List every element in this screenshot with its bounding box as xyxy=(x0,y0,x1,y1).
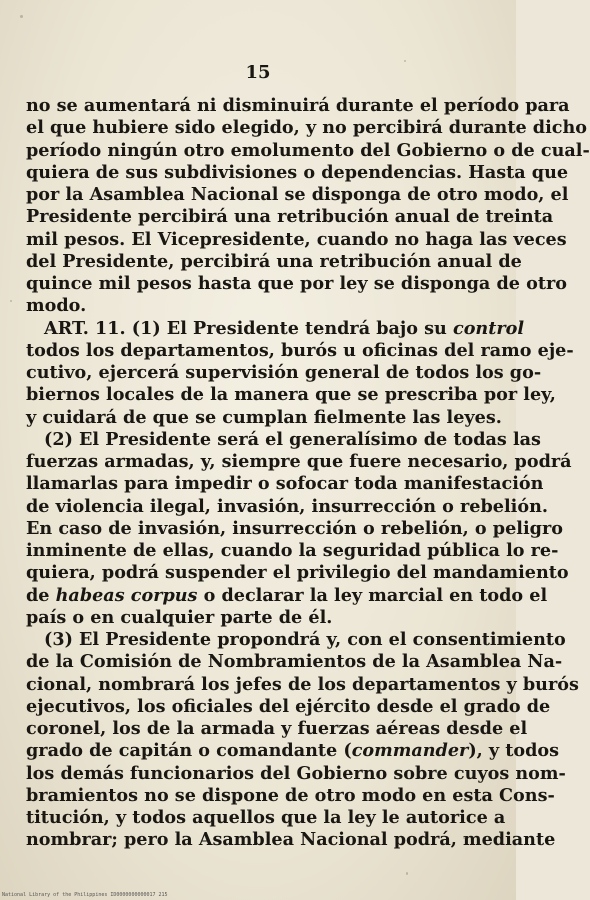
text-line xyxy=(26,540,559,562)
text-line xyxy=(26,740,560,762)
text-span: ejecutivos, los oficiales del ejército desde el grado de xyxy=(26,695,551,717)
text-span: y cuidará de que se cumplan fielmente las leyes. xyxy=(26,406,502,428)
text-line xyxy=(26,629,566,651)
text-span: cutivo, ejercerá supervisión general de todos los go- xyxy=(26,362,542,383)
scan-footer: National Library of the Philippines ID0000000000017 215 xyxy=(2,892,168,898)
text-line xyxy=(26,584,548,607)
text-line xyxy=(26,384,556,406)
text-span: período ningún otro emolumento del Gobierno o de cual- xyxy=(26,139,590,161)
text-span: modo. xyxy=(26,295,87,317)
text-line xyxy=(26,273,567,295)
text-span: llamarlas para impedir o sofocar toda manifestación xyxy=(26,473,544,495)
text-span: todos los departamentos, burós u oficinas del ramo eje- xyxy=(26,339,574,361)
italic-text: commander xyxy=(351,740,469,762)
text-line xyxy=(26,473,544,495)
text-line xyxy=(26,673,579,696)
text-span: grado de capitán o comandante ( xyxy=(26,740,352,762)
text-line xyxy=(26,406,502,429)
text-line xyxy=(26,562,569,584)
scan-speck xyxy=(404,60,406,62)
text-span: (3) El Presidente propondrá y, con el consentimiento xyxy=(44,629,566,650)
text-span: de la Comisión de Nombramientos de la Asamblea Na- xyxy=(26,651,563,673)
text-line xyxy=(26,339,574,362)
text-span: cional, nombrará los jefes de los departamentos y burós xyxy=(26,673,579,695)
text-line xyxy=(26,362,542,384)
text-line xyxy=(26,317,525,340)
scan-speck xyxy=(20,15,23,18)
text-span: de violencia ilegal, invasión, insurrección o rebelión. xyxy=(26,495,549,517)
page-number: 15 xyxy=(245,62,271,83)
text-span: coronel, los de la armada y fuerzas aéreas desde el xyxy=(26,718,528,739)
text-span: quince mil pesos hasta que por ley se disponga de otro xyxy=(26,273,567,294)
text-span: no se aumentará ni disminuirá durante el período para xyxy=(26,95,570,116)
text-line xyxy=(26,607,486,629)
text-line xyxy=(26,228,567,251)
text-span: titución, y todos aquellos que la ley le autorice a xyxy=(26,807,506,828)
body-text xyxy=(26,95,590,852)
text-line xyxy=(26,695,551,718)
scan-speck xyxy=(406,872,408,875)
text-line xyxy=(26,495,549,518)
text-span: (2) El Presidente será el generalísimo de todas las xyxy=(44,428,541,450)
text-span: país o en cualquier parte de él. xyxy=(26,606,333,628)
text-span: el que hubiere sido elegido, y no percibirá durante dicho xyxy=(26,117,588,139)
italic-text: control xyxy=(452,317,525,339)
text-span: fuerzas armadas, y, siempre que fuere necesario, podrá xyxy=(26,451,572,472)
text-span: por la Asamblea Nacional se disponga de otro modo, el xyxy=(26,184,569,205)
text-span: del Presidente, percibirá una retribución anual de xyxy=(26,250,522,272)
text-span: quiera de sus subdivisiones o dependencias. Hasta que xyxy=(26,161,569,183)
text-line xyxy=(26,95,570,117)
text-span: biernos locales de la manera que se prescriba por ley, xyxy=(26,384,556,406)
text-line xyxy=(26,517,563,540)
text-line xyxy=(26,784,555,807)
text-line xyxy=(26,250,522,273)
text-line xyxy=(26,428,541,451)
text-span: mil pesos. El Vicepresidente, cuando no haga las veces xyxy=(26,228,567,250)
text-line xyxy=(26,184,569,206)
text-line xyxy=(26,117,588,139)
italic-text: habeas corpus xyxy=(55,584,198,606)
text-line xyxy=(26,161,569,184)
text-span: los demás funcionarios del Gobierno sobre cuyos nom- xyxy=(26,762,566,784)
text-line xyxy=(26,206,554,228)
text-line xyxy=(26,451,572,473)
text-span: quiera, podrá suspender el privilegio del mandamiento xyxy=(26,562,569,584)
text-span: En caso de invasión, insurrección o rebelión, o peligro xyxy=(26,517,563,539)
text-line xyxy=(26,295,486,317)
text-line xyxy=(26,829,556,851)
text-line xyxy=(26,807,506,829)
text-line xyxy=(26,139,590,162)
text-span: bramientos no se dispone de otro modo en esta Cons- xyxy=(26,784,555,806)
text-span: inminente de ellas, cuando la seguridad pública lo re- xyxy=(26,540,559,561)
text-line xyxy=(26,651,563,673)
text-span: ), y todos xyxy=(468,740,560,762)
text-span: o declarar la ley marcial en todo el xyxy=(197,584,548,606)
text-span: nombrar; pero la Asamblea Nacional podrá, mediante xyxy=(26,829,556,851)
text-span: Presidente percibirá una retribución anual de treinta xyxy=(26,206,554,228)
text-span: de xyxy=(26,584,56,606)
text-line xyxy=(26,718,528,740)
scan-speck xyxy=(463,836,466,839)
scan-speck xyxy=(10,300,12,302)
text-line xyxy=(26,762,566,785)
text-span: ART. 11. (1) El Presidente tendrá bajo su xyxy=(44,317,453,339)
